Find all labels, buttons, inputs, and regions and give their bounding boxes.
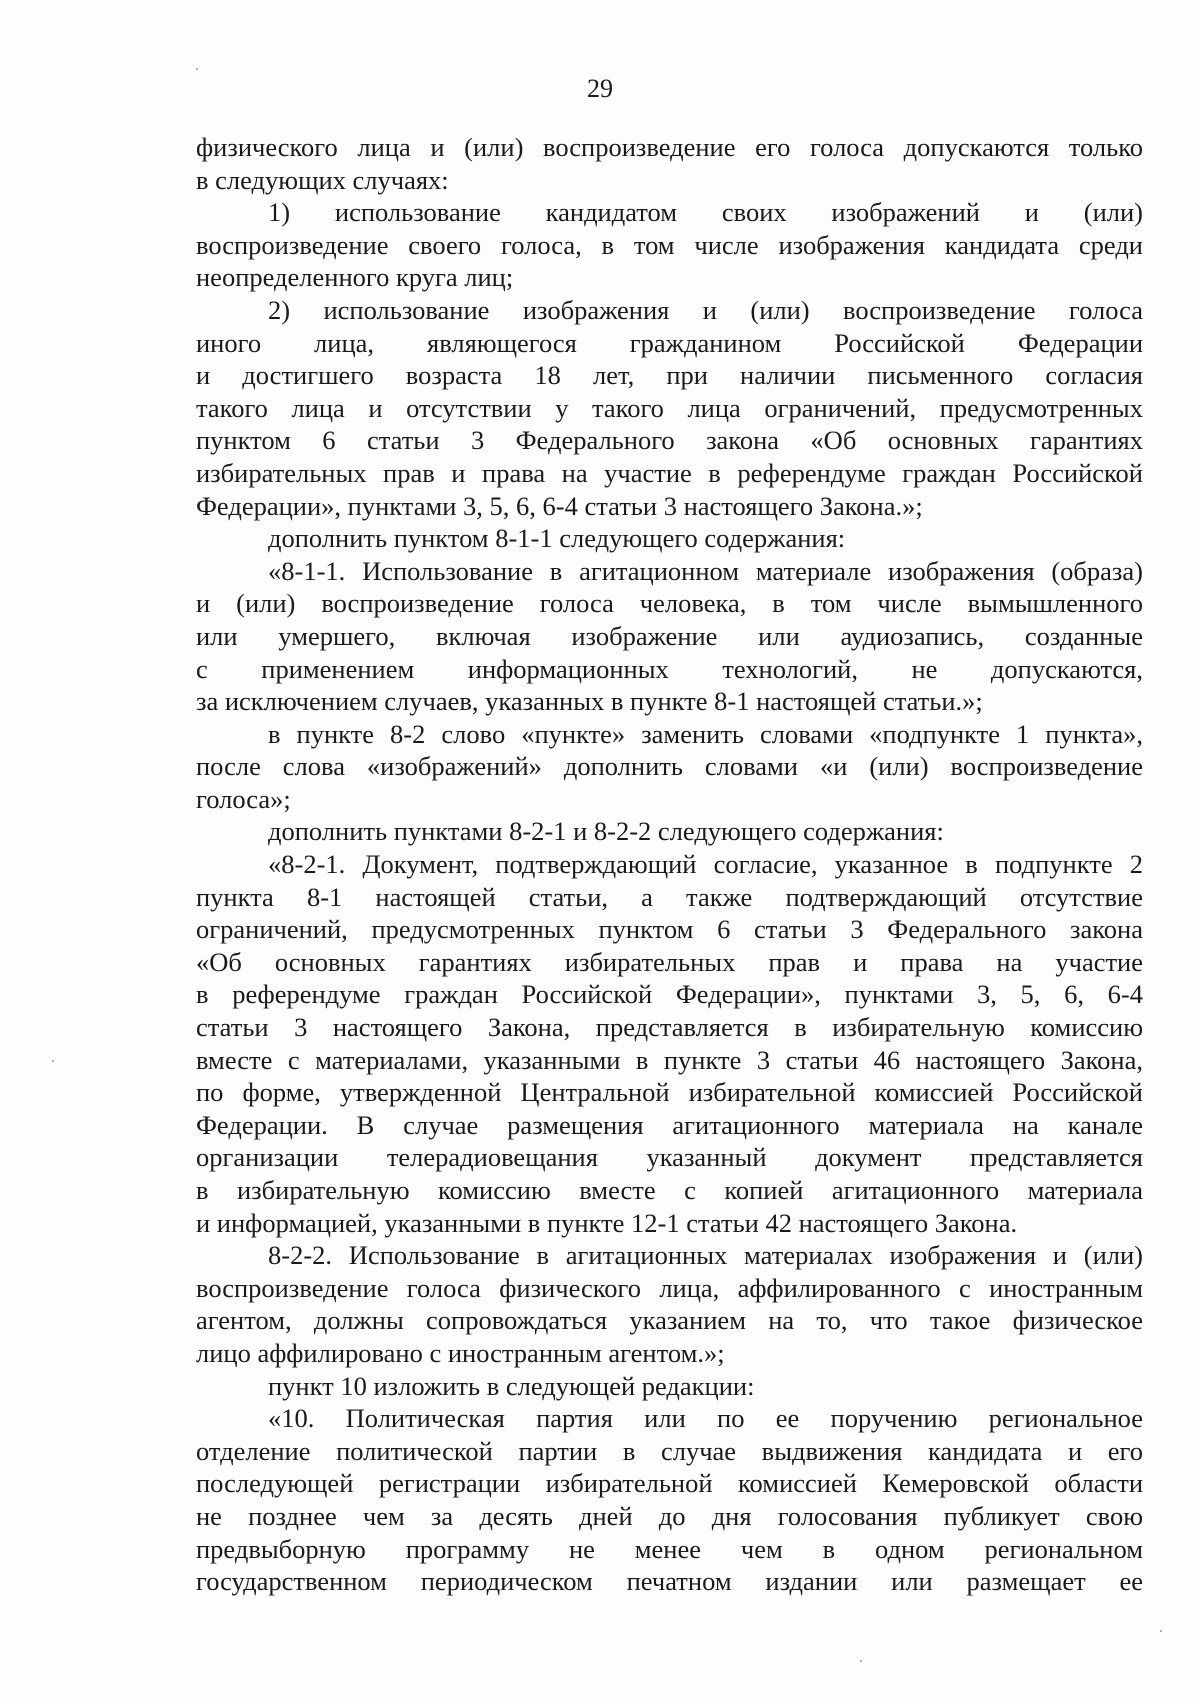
text-line: воспроизведение голоса физического лица, аффилированного с иностранным [196,1272,1143,1303]
text-line: ограничений, предусмотренных пунктом 6 статьи 3 Федерального закона [196,914,1143,945]
text-line: избирательных прав и права на участие в референдуме граждан Российской [196,457,1143,488]
text-line: воспроизведение своего голоса, в том числе изображения кандидата среди [196,229,1143,260]
text-line: по форме, утвержденной Центральной избирательной комиссией Российской [196,1077,1143,1108]
scan-speck [860,1660,862,1662]
text-line: пункт 10 изложить в следующей редакции: [268,1370,755,1401]
text-line: неопределенного круга лиц; [196,262,514,293]
text-line: в следующих случаях: [196,164,449,195]
text-line: 1) использование кандидатом своих изображений и (или) [268,197,1143,228]
text-line: дополнить пунктом 8-1-1 следующего содержания: [268,523,846,554]
text-line: «Об основных гарантиях избирательных прав и права на участие [196,946,1143,977]
text-line: в референдуме граждан Российской Федерации», пунктами 3, 5, 6, 6-4 [196,979,1143,1010]
text-line: такого лица и отсутствии у такого лица ограничений, предусмотренных [196,392,1143,423]
text-line: в пункте 8-2 слово «пункте» заменить словами «подпункте 1 пункта», [268,718,1143,749]
document-body [196,131,1143,1598]
text-line: государственном периодическом печатном издании или размещает ее [196,1566,1143,1597]
scan-speck [196,68,198,70]
text-line: отделение политической партии в случае выдвижения кандидата и его [196,1435,1143,1466]
scan-speck [52,1060,54,1062]
text-line: дополнить пунктами 8-2-1 и 8-2-2 следующего содержания: [268,816,944,847]
text-line: в избирательную комиссию вместе с копией агитационного материала [196,1175,1143,1205]
text-line: «8-1-1. Использование в агитационном материале изображения (образа) [268,555,1143,586]
text-line: и (или) воспроизведение голоса человека, в том числе вымышленного [196,588,1143,619]
text-line: с применением информационных технологий, не допускаются, [196,653,1143,684]
text-line: после слова «изображений» дополнить словами «и (или) воспроизведение [196,751,1143,782]
text-line: физического лица и (или) воспроизведение его голоса допускаются только [196,132,1143,162]
text-line: иного лица, являющегося гражданином Российской Федерации [196,327,1143,358]
text-line: не позднее чем за десять дней до дня голосования публикует свою [196,1500,1143,1531]
text-line: 2) использование изображения и (или) воспроизведение голоса [268,294,1143,325]
text-line: голоса»; [196,783,291,814]
text-line: последующей регистрации избирательной комиссией Кемеровской области [196,1468,1143,1499]
text-line: вместе с материалами, указанными в пункте 3 статьи 46 настоящего Закона, [196,1044,1143,1075]
text-line: Федерации», пунктами 3, 5, 6, 6-4 статьи 3 настоящего Закона.»; [196,490,923,521]
scan-speck [1160,1630,1162,1632]
text-line: и достигшего возраста 18 лет, при наличии письменного согласия [196,360,1143,391]
text-line: Федерации. В случае размещения агитационного материала на канале [196,1109,1143,1140]
text-line: агентом, должны сопровождаться указанием на то, что такое физическое [196,1305,1143,1336]
text-line: статьи 3 настоящего Закона, представляется в избирательную комиссию [196,1012,1143,1043]
text-line: пунктом 6 статьи 3 Федерального закона «Об основных гарантиях [196,425,1143,456]
text-line: организации телерадиовещания указанный документ представляется [196,1142,1143,1173]
text-line: лицо аффилировано с иностранным агентом.»; [196,1337,725,1368]
text-line: за исключением случаев, указанных в пункте 8-1 настоящей статьи.»; [196,686,983,717]
text-line: или умершего, включая изображение или аудиозапись, созданные [196,620,1143,651]
text-line: «10. Политическая партия или по ее поручению региональное [268,1403,1143,1434]
text-line: пункта 8-1 настоящей статьи, а также подтверждающий отсутствие [196,881,1143,912]
page-number: 29 [587,74,613,103]
text-line: 8-2-2. Использование в агитационных материалах изображения и (или) [268,1240,1143,1271]
text-line: «8-2-1. Документ, подтверждающий согласие, указанное в подпункте 2 [268,849,1143,880]
text-line: и информацией, указанными в пункте 12-1 статьи 42 настоящего Закона. [196,1207,1018,1238]
text-line: предвыборную программу не менее чем в одном региональном [196,1533,1143,1564]
